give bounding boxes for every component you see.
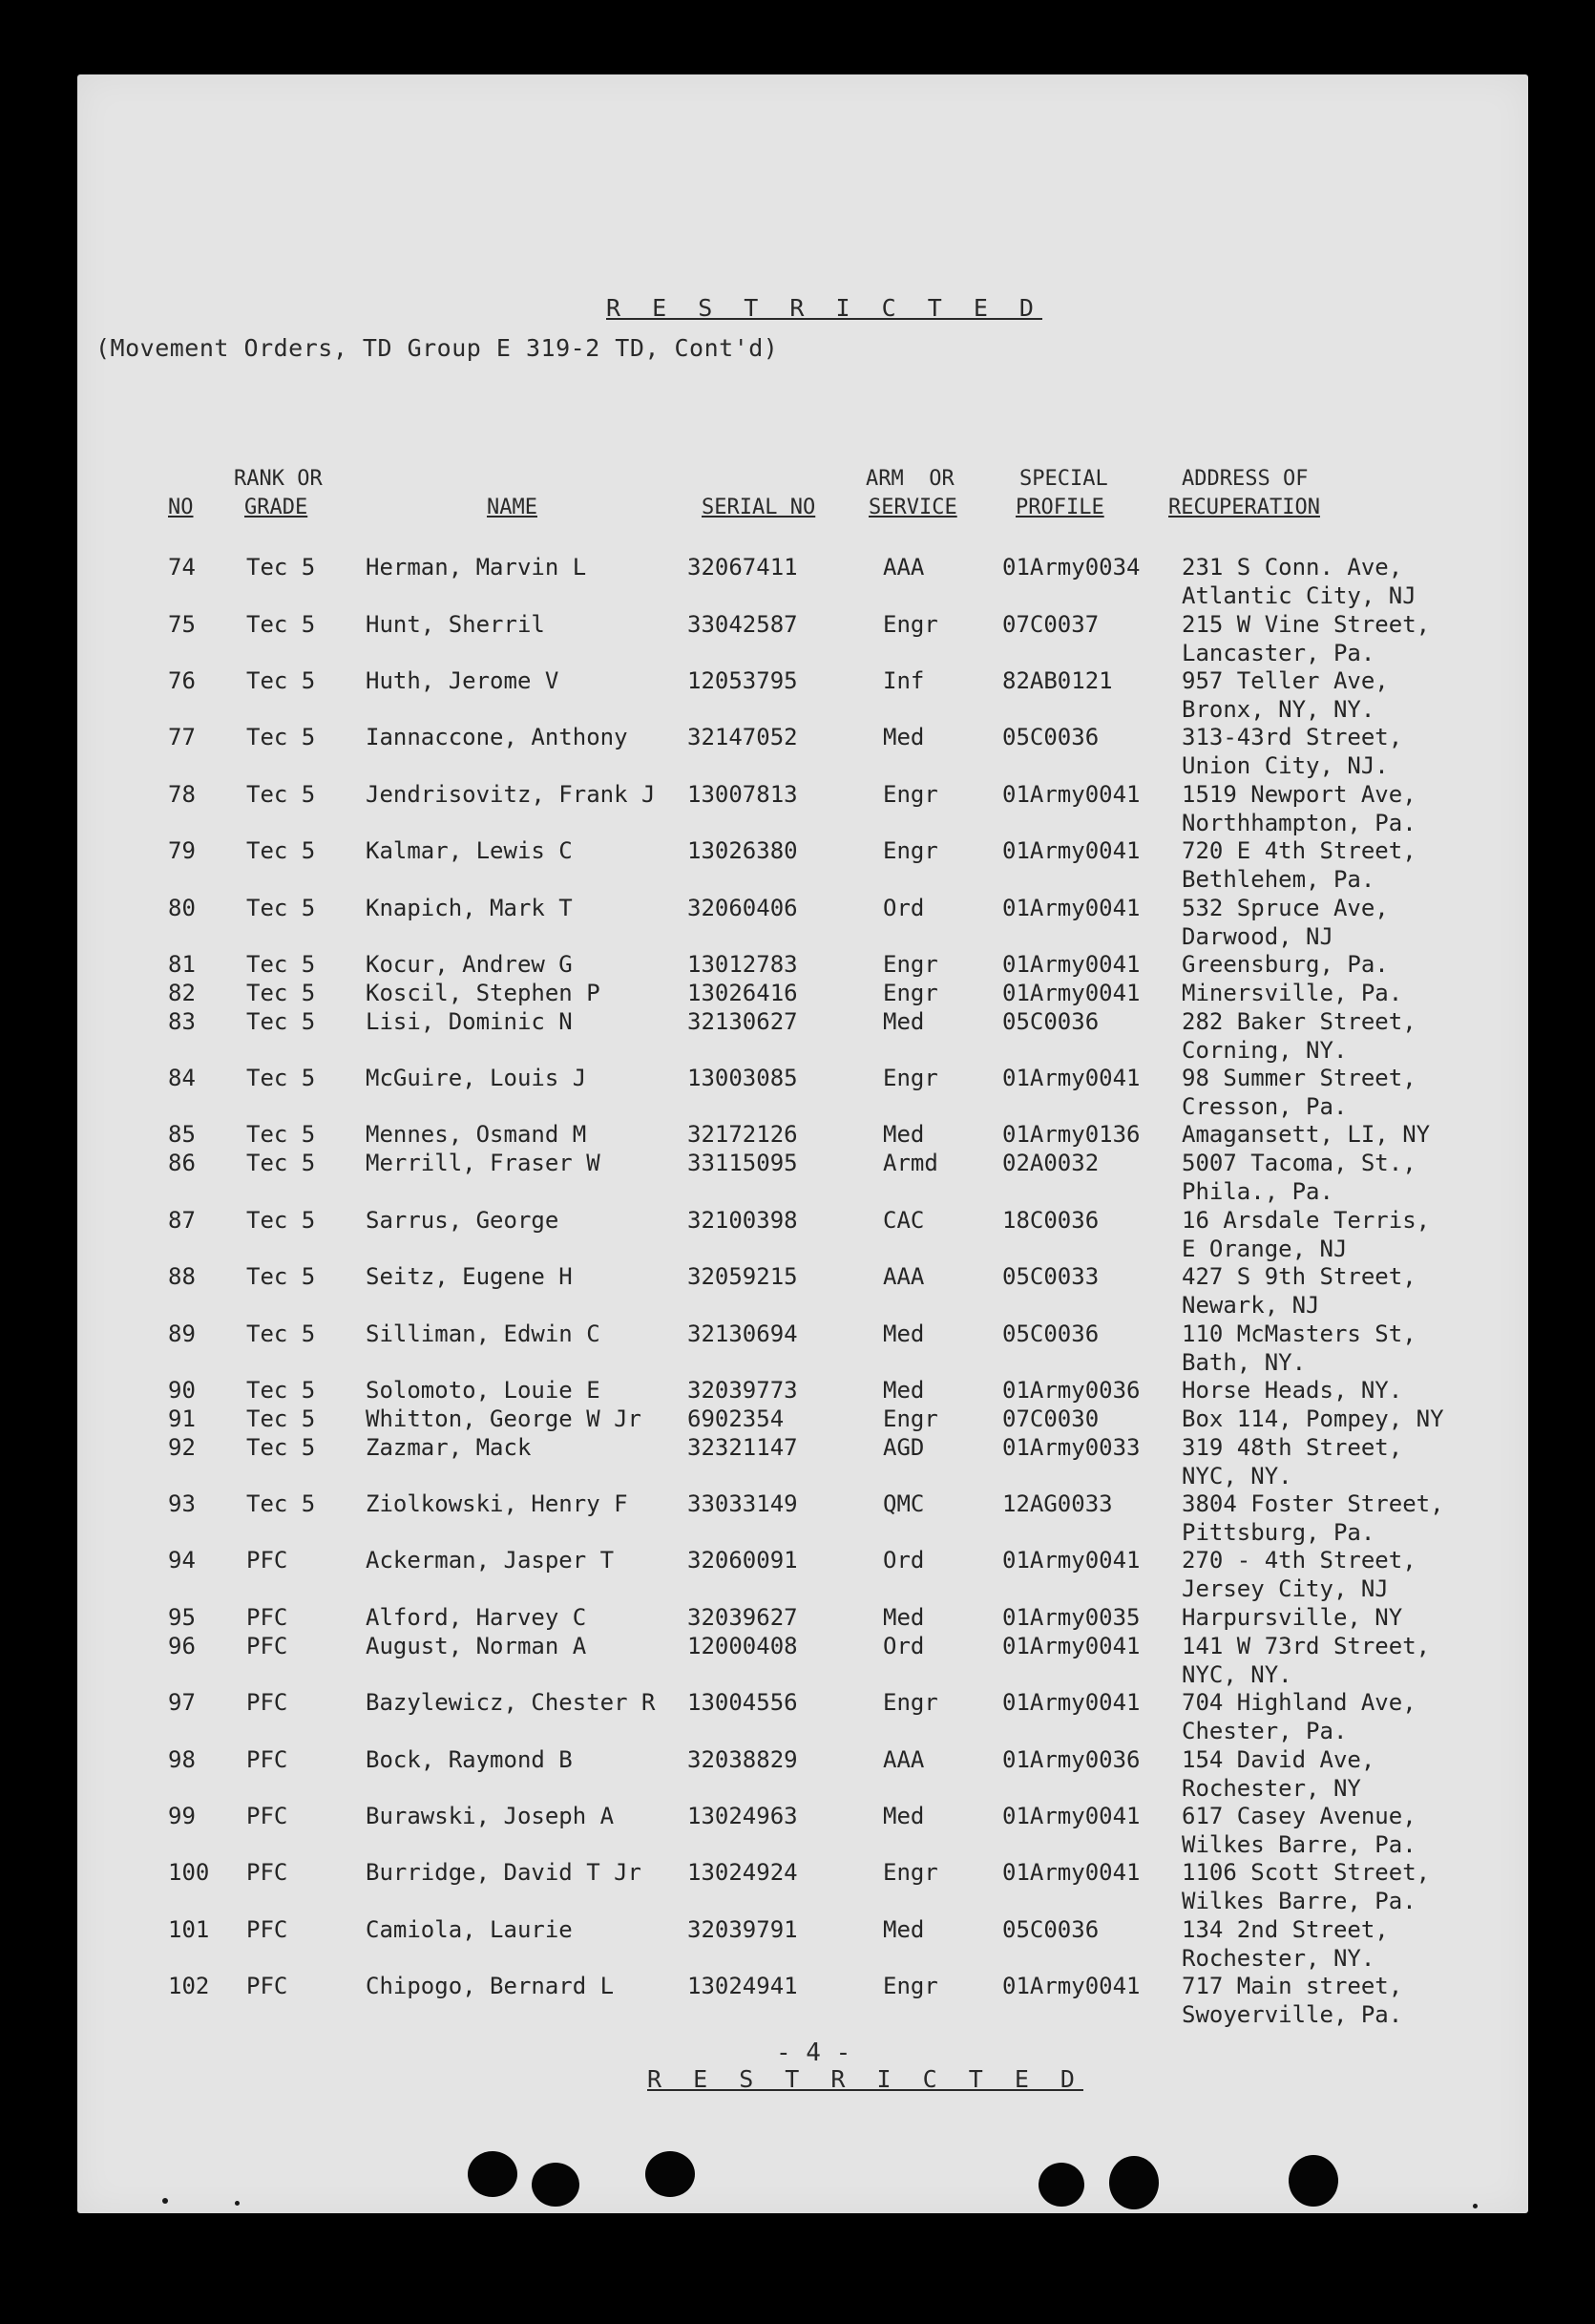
row-number: 76 <box>168 667 196 694</box>
special-profile: 01Army0036 <box>1002 1377 1141 1404</box>
serial-number: 13004556 <box>687 1689 798 1716</box>
address-line2: Bethlehem, Pa. <box>1182 866 1375 893</box>
soldier-name: Bazylewicz, Chester R <box>366 1689 656 1716</box>
address-line1: 319 48th Street, <box>1182 1434 1403 1461</box>
address-line1: 141 W 73rd Street, <box>1182 1633 1431 1659</box>
row-number: 98 <box>168 1746 196 1773</box>
row-number: 93 <box>168 1490 196 1517</box>
document-subtitle: (Movement Orders, TD Group E 319-2 TD, Cont'd) <box>95 334 779 362</box>
special-profile: 01Army0033 <box>1002 1434 1141 1461</box>
soldier-name: Ackerman, Jasper T <box>366 1547 615 1574</box>
serial-number: 13026380 <box>687 837 798 864</box>
col-header-rank-line2: GRADE <box>244 496 308 519</box>
address-line1: 720 E 4th Street, <box>1182 837 1417 864</box>
rank-grade: Tec 5 <box>246 554 316 581</box>
rank-grade: Tec 5 <box>246 951 316 978</box>
row-number: 99 <box>168 1803 196 1829</box>
special-profile: 12AG0033 <box>1002 1490 1113 1517</box>
special-profile: 05C0036 <box>1002 1916 1100 1943</box>
soldier-name: Sarrus, George <box>366 1207 559 1234</box>
row-number: 87 <box>168 1207 196 1234</box>
arm-service: Engr <box>883 980 938 1006</box>
special-profile: 01Army0034 <box>1002 554 1141 581</box>
arm-service: Engr <box>883 1973 938 1999</box>
special-profile: 05C0036 <box>1002 1320 1100 1347</box>
address-line2: Bronx, NY, NY. <box>1182 696 1375 723</box>
special-profile: 01Army0041 <box>1002 781 1141 808</box>
soldier-name: Bock, Raymond B <box>366 1746 573 1773</box>
row-number: 101 <box>168 1916 210 1943</box>
arm-service: Engr <box>883 837 938 864</box>
punch-hole <box>1039 2163 1084 2207</box>
arm-service: Med <box>883 1604 925 1631</box>
special-profile: 01Army0041 <box>1002 951 1141 978</box>
serial-number: 13024941 <box>687 1973 798 1999</box>
row-number: 97 <box>168 1689 196 1716</box>
rank-grade: Tec 5 <box>246 667 316 694</box>
arm-service: AGD <box>883 1434 925 1461</box>
col-header-serial: SERIAL NO <box>702 496 816 519</box>
address-line1: 1106 Scott Street, <box>1182 1859 1431 1886</box>
special-profile: 01Army0041 <box>1002 1803 1141 1829</box>
soldier-name: Hunt, Sherril <box>366 611 545 638</box>
arm-service: AAA <box>883 554 925 581</box>
special-profile: 05C0036 <box>1002 1008 1100 1035</box>
punch-hole <box>1289 2155 1338 2207</box>
address-line1: 134 2nd Street, <box>1182 1916 1389 1943</box>
special-profile: 07C0030 <box>1002 1405 1100 1432</box>
row-number: 79 <box>168 837 196 864</box>
row-number: 74 <box>168 554 196 581</box>
rank-grade: Tec 5 <box>246 1320 316 1347</box>
punch-hole <box>468 2151 517 2197</box>
address-line2: Rochester, NY <box>1182 1775 1361 1802</box>
special-profile: 07C0037 <box>1002 611 1100 638</box>
rank-grade: Tec 5 <box>246 980 316 1006</box>
special-profile: 18C0036 <box>1002 1207 1100 1234</box>
arm-service: QMC <box>883 1490 925 1517</box>
serial-number: 32059215 <box>687 1263 798 1290</box>
serial-number: 32067411 <box>687 554 798 581</box>
address-line1: 617 Casey Avenue, <box>1182 1803 1417 1829</box>
arm-service: Med <box>883 1916 925 1943</box>
arm-service: Med <box>883 1008 925 1035</box>
rank-grade: Tec 5 <box>246 1490 316 1517</box>
rank-grade: Tec 5 <box>246 1377 316 1404</box>
soldier-name: Camiola, Laurie <box>366 1916 573 1943</box>
address-line2: Chester, Pa. <box>1182 1718 1348 1744</box>
serial-number: 13003085 <box>687 1065 798 1091</box>
special-profile: 01Army0041 <box>1002 1547 1141 1574</box>
special-profile: 01Army0041 <box>1002 1973 1141 1999</box>
special-profile: 01Army0036 <box>1002 1746 1141 1773</box>
col-header-arm-line2: SERVICE <box>869 496 957 519</box>
address-line1: Greensburg, Pa. <box>1182 951 1389 978</box>
soldier-name: Burawski, Joseph A <box>366 1803 615 1829</box>
rank-grade: Tec 5 <box>246 1121 316 1148</box>
serial-number: 32039791 <box>687 1916 798 1943</box>
serial-number: 33042587 <box>687 611 798 638</box>
row-number: 81 <box>168 951 196 978</box>
row-number: 102 <box>168 1973 210 1999</box>
arm-service: Med <box>883 724 925 750</box>
paper-speck <box>1473 2204 1478 2208</box>
arm-service: Engr <box>883 1689 938 1716</box>
arm-service: Med <box>883 1320 925 1347</box>
address-line1: 957 Teller Ave, <box>1182 667 1389 694</box>
col-header-profile-line2: PROFILE <box>1016 496 1104 519</box>
address-line2: Jersey City, NJ <box>1182 1575 1389 1602</box>
address-line2: Union City, NJ. <box>1182 752 1389 779</box>
punch-hole <box>1109 2156 1159 2209</box>
address-line1: 1519 Newport Ave, <box>1182 781 1417 808</box>
row-number: 86 <box>168 1150 196 1176</box>
serial-number: 33033149 <box>687 1490 798 1517</box>
soldier-name: Burridge, David T Jr <box>366 1859 641 1886</box>
arm-service: Ord <box>883 1547 925 1574</box>
address-line2: Lancaster, Pa. <box>1182 640 1375 666</box>
soldier-name: Alford, Harvey C <box>366 1604 587 1631</box>
address-line2: Newark, NJ <box>1182 1292 1320 1319</box>
rank-grade: Tec 5 <box>246 1207 316 1234</box>
address-line1: 110 McMasters St, <box>1182 1320 1417 1347</box>
serial-number: 33115095 <box>687 1150 798 1176</box>
serial-number: 32130694 <box>687 1320 798 1347</box>
col-header-profile-line1: SPECIAL <box>1019 467 1108 491</box>
address-line1: Amagansett, LI, NY <box>1182 1121 1431 1148</box>
serial-number: 6902354 <box>687 1405 785 1432</box>
row-number: 90 <box>168 1377 196 1404</box>
address-line1: 313-43rd Street, <box>1182 724 1403 750</box>
row-number: 95 <box>168 1604 196 1631</box>
col-header-rank-line1: RANK OR <box>234 467 323 491</box>
soldier-name: Kocur, Andrew G <box>366 951 573 978</box>
page-number: - 4 - <box>776 2039 851 2067</box>
address-line1: 717 Main street, <box>1182 1973 1403 1999</box>
address-line1: Box 114, Pompey, NY <box>1182 1405 1444 1432</box>
address-line1: 16 Arsdale Terris, <box>1182 1207 1431 1234</box>
punch-hole <box>532 2163 579 2207</box>
restricted-title-bottom: R E S T R I C T E D <box>647 2065 1083 2093</box>
rank-grade: PFC <box>246 1689 288 1716</box>
address-line1: 704 Highland Ave, <box>1182 1689 1417 1716</box>
address-line2: Pittsburg, Pa. <box>1182 1519 1375 1546</box>
special-profile: 05C0036 <box>1002 724 1100 750</box>
serial-number: 32172126 <box>687 1121 798 1148</box>
address-line1: 215 W Vine Street, <box>1182 611 1431 638</box>
soldier-name: Mennes, Osmand M <box>366 1121 587 1148</box>
row-number: 84 <box>168 1065 196 1091</box>
col-header-address-line2: RECUPERATION <box>1168 496 1320 519</box>
special-profile: 01Army0041 <box>1002 1689 1141 1716</box>
special-profile: 02A0032 <box>1002 1150 1100 1176</box>
row-number: 96 <box>168 1633 196 1659</box>
special-profile: 01Army0041 <box>1002 1633 1141 1659</box>
address-line2: Atlantic City, NJ <box>1182 582 1417 609</box>
serial-number: 32100398 <box>687 1207 798 1234</box>
rank-grade: PFC <box>246 1973 288 1999</box>
soldier-name: Whitton, George W Jr <box>366 1405 641 1432</box>
arm-service: Engr <box>883 1859 938 1886</box>
rank-grade: PFC <box>246 1916 288 1943</box>
arm-service: Engr <box>883 951 938 978</box>
serial-number: 32060091 <box>687 1547 798 1574</box>
serial-number: 32039627 <box>687 1604 798 1631</box>
special-profile: 01Army0041 <box>1002 1065 1141 1091</box>
address-line1: 427 S 9th Street, <box>1182 1263 1417 1290</box>
address-line2: NYC, NY. <box>1182 1463 1292 1489</box>
serial-number: 13024924 <box>687 1859 798 1886</box>
address-line1: 282 Baker Street, <box>1182 1008 1417 1035</box>
rank-grade: Tec 5 <box>246 1405 316 1432</box>
address-line2: Rochester, NY. <box>1182 1945 1375 1972</box>
arm-service: AAA <box>883 1746 925 1773</box>
soldier-name: August, Norman A <box>366 1633 587 1659</box>
soldier-name: Merrill, Fraser W <box>366 1150 600 1176</box>
soldier-name: Zazmar, Mack <box>366 1434 532 1461</box>
arm-service: Ord <box>883 895 925 921</box>
address-line2: Corning, NY. <box>1182 1037 1348 1064</box>
serial-number: 32038829 <box>687 1746 798 1773</box>
serial-number: 13007813 <box>687 781 798 808</box>
paper-speck <box>162 2198 168 2204</box>
soldier-name: Herman, Marvin L <box>366 554 587 581</box>
special-profile: 05C0033 <box>1002 1263 1100 1290</box>
special-profile: 82AB0121 <box>1002 667 1113 694</box>
address-line2: NYC, NY. <box>1182 1661 1292 1688</box>
address-line2: Wilkes Barre, Pa. <box>1182 1831 1417 1858</box>
row-number: 82 <box>168 980 196 1006</box>
address-line2: Wilkes Barre, Pa. <box>1182 1888 1417 1914</box>
soldier-name: Silliman, Edwin C <box>366 1320 600 1347</box>
row-number: 92 <box>168 1434 196 1461</box>
rank-grade: Tec 5 <box>246 895 316 921</box>
row-number: 100 <box>168 1859 210 1886</box>
rank-grade: Tec 5 <box>246 1434 316 1461</box>
soldier-name: Chipogo, Bernard L <box>366 1973 615 1999</box>
arm-service: Med <box>883 1121 925 1148</box>
serial-number: 32130627 <box>687 1008 798 1035</box>
serial-number: 32039773 <box>687 1377 798 1404</box>
row-number: 89 <box>168 1320 196 1347</box>
soldier-name: McGuire, Louis J <box>366 1065 587 1091</box>
address-line2: Swoyerville, Pa. <box>1182 2001 1403 2028</box>
rank-grade: PFC <box>246 1803 288 1829</box>
rank-grade: PFC <box>246 1633 288 1659</box>
address-line1: 270 - 4th Street, <box>1182 1547 1417 1574</box>
punch-hole <box>645 2151 695 2197</box>
address-line1: Harpursville, NY <box>1182 1604 1403 1631</box>
serial-number: 12000408 <box>687 1633 798 1659</box>
rank-grade: Tec 5 <box>246 1065 316 1091</box>
soldier-name: Huth, Jerome V <box>366 667 559 694</box>
row-number: 80 <box>168 895 196 921</box>
special-profile: 01Army0041 <box>1002 837 1141 864</box>
soldier-name: Jendrisovitz, Frank J <box>366 781 656 808</box>
restricted-title-top: R E S T R I C T E D <box>606 294 1042 322</box>
rank-grade: Tec 5 <box>246 837 316 864</box>
address-line2: Phila., Pa. <box>1182 1178 1333 1205</box>
address-line2: E Orange, NJ <box>1182 1236 1348 1262</box>
arm-service: CAC <box>883 1207 925 1234</box>
rank-grade: Tec 5 <box>246 1263 316 1290</box>
arm-service: Engr <box>883 611 938 638</box>
soldier-name: Iannaccone, Anthony <box>366 724 628 750</box>
special-profile: 01Army0136 <box>1002 1121 1141 1148</box>
address-line1: 532 Spruce Ave, <box>1182 895 1389 921</box>
arm-service: Engr <box>883 1065 938 1091</box>
rank-grade: Tec 5 <box>246 724 316 750</box>
row-number: 83 <box>168 1008 196 1035</box>
col-header-address-line1: ADDRESS OF <box>1182 467 1309 491</box>
arm-service: Armd <box>883 1150 938 1176</box>
row-number: 78 <box>168 781 196 808</box>
row-number: 85 <box>168 1121 196 1148</box>
arm-service: Engr <box>883 1405 938 1432</box>
col-header-arm-line1: ARM OR <box>866 467 955 491</box>
address-line2: Bath, NY. <box>1182 1349 1307 1376</box>
row-number: 75 <box>168 611 196 638</box>
serial-number: 13012783 <box>687 951 798 978</box>
arm-service: AAA <box>883 1263 925 1290</box>
soldier-name: Lisi, Dominic N <box>366 1008 573 1035</box>
row-number: 77 <box>168 724 196 750</box>
rank-grade: PFC <box>246 1604 288 1631</box>
arm-service: Engr <box>883 781 938 808</box>
special-profile: 01Army0041 <box>1002 1859 1141 1886</box>
rank-grade: Tec 5 <box>246 611 316 638</box>
rank-grade: Tec 5 <box>246 781 316 808</box>
serial-number: 32321147 <box>687 1434 798 1461</box>
serial-number: 13026416 <box>687 980 798 1006</box>
row-number: 91 <box>168 1405 196 1432</box>
row-number: 88 <box>168 1263 196 1290</box>
address-line1: 3804 Foster Street, <box>1182 1490 1444 1517</box>
address-line2: Darwood, NJ <box>1182 923 1333 950</box>
row-number: 94 <box>168 1547 196 1574</box>
address-line1: 231 S Conn. Ave, <box>1182 554 1403 581</box>
soldier-name: Ziolkowski, Henry F <box>366 1490 628 1517</box>
special-profile: 01Army0035 <box>1002 1604 1141 1631</box>
paper-speck <box>235 2201 240 2206</box>
address-line1: 5007 Tacoma, St., <box>1182 1150 1417 1176</box>
special-profile: 01Army0041 <box>1002 895 1141 921</box>
rank-grade: PFC <box>246 1859 288 1886</box>
arm-service: Med <box>883 1803 925 1829</box>
address-line1: 98 Summer Street, <box>1182 1065 1417 1091</box>
address-line1: Minersville, Pa. <box>1182 980 1403 1006</box>
rank-grade: Tec 5 <box>246 1150 316 1176</box>
address-line1: 154 David Ave, <box>1182 1746 1375 1773</box>
address-line2: Cresson, Pa. <box>1182 1093 1348 1120</box>
serial-number: 13024963 <box>687 1803 798 1829</box>
serial-number: 32060406 <box>687 895 798 921</box>
rank-grade: PFC <box>246 1746 288 1773</box>
rank-grade: Tec 5 <box>246 1008 316 1035</box>
col-header-no: NO <box>168 496 194 519</box>
soldier-name: Koscil, Stephen P <box>366 980 600 1006</box>
arm-service: Med <box>883 1377 925 1404</box>
address-line2: Northhampton, Pa. <box>1182 810 1417 836</box>
rank-grade: PFC <box>246 1547 288 1574</box>
serial-number: 32147052 <box>687 724 798 750</box>
arm-service: Ord <box>883 1633 925 1659</box>
soldier-name: Kalmar, Lewis C <box>366 837 573 864</box>
soldier-name: Seitz, Eugene H <box>366 1263 573 1290</box>
soldier-name: Solomoto, Louie E <box>366 1377 600 1404</box>
arm-service: Inf <box>883 667 925 694</box>
col-header-name: NAME <box>487 496 537 519</box>
soldier-name: Knapich, Mark T <box>366 895 573 921</box>
special-profile: 01Army0041 <box>1002 980 1141 1006</box>
serial-number: 12053795 <box>687 667 798 694</box>
address-line1: Horse Heads, NY. <box>1182 1377 1403 1404</box>
